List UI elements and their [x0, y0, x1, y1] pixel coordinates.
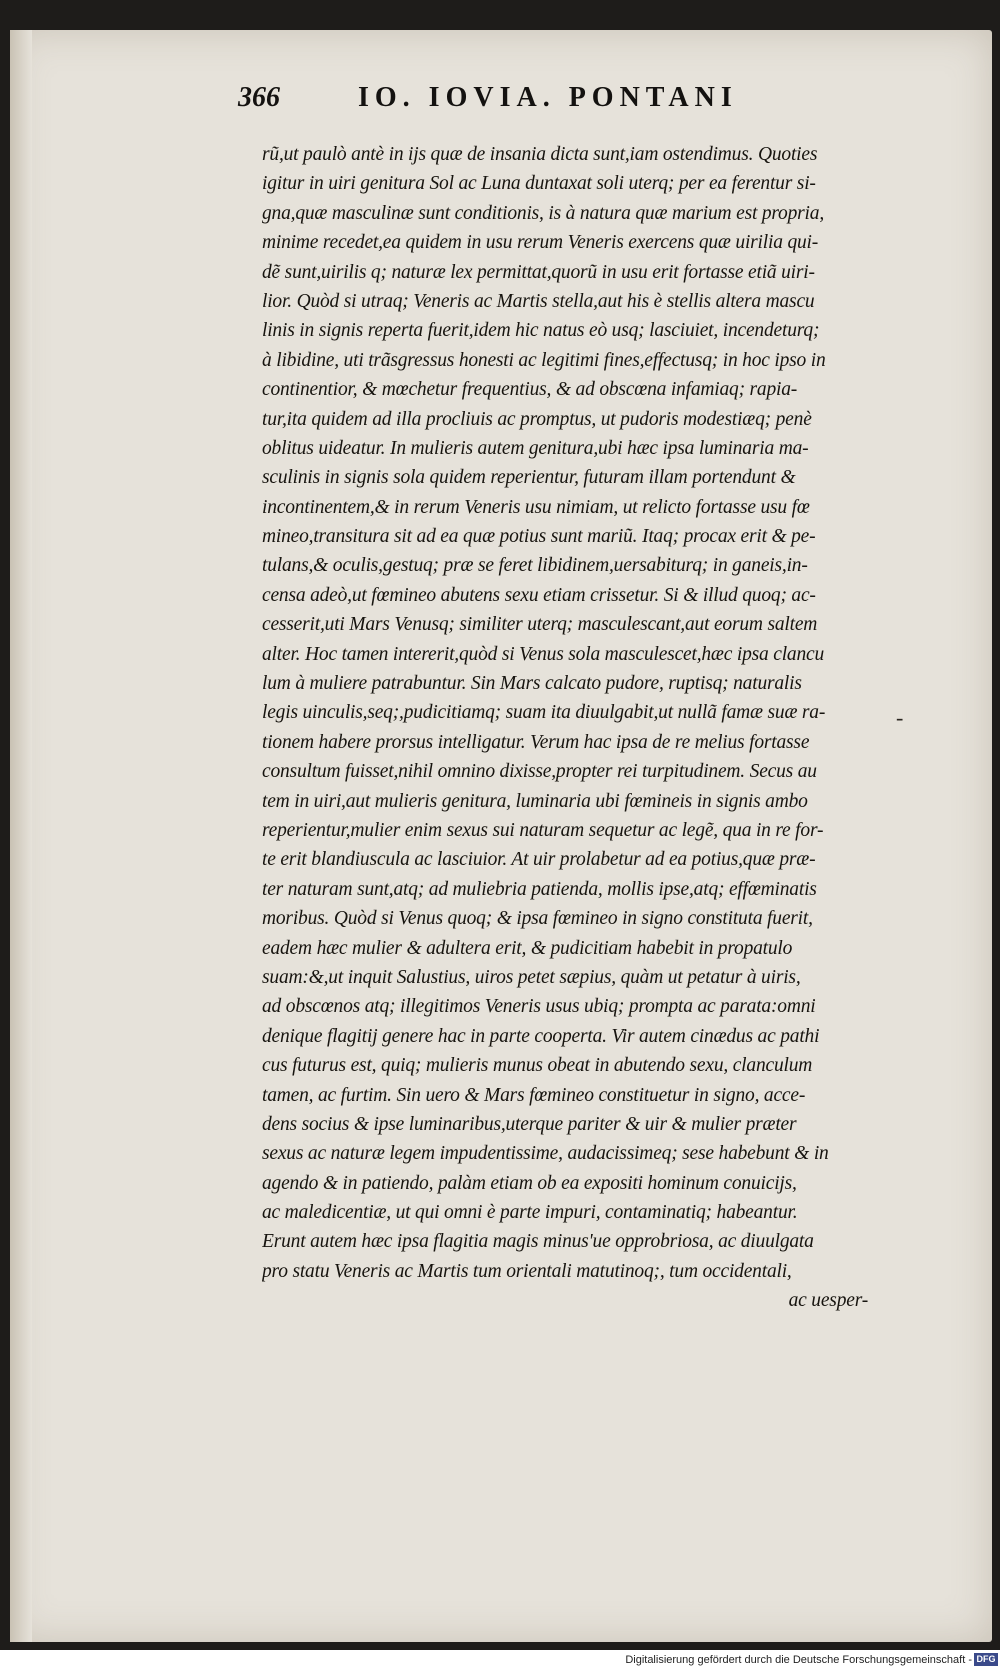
text-line: incontinentem,& in rerum Veneris usu nimiam, ut relicto fortasse usu fœ — [262, 496, 810, 518]
text-line: ad obscœnos atq; illegitimos Veneris usus ubiq; prompta ac parata:omni — [262, 996, 816, 1018]
text-line: sexus ac naturæ legem impudentissime, audacissimeq; sese habebunt & in — [262, 1143, 829, 1165]
text-line: dens socius & ipse luminaribus,uterque pariter & uir & mulier præter — [262, 1113, 797, 1135]
text-line: igitur in uiri genitura Sol ac Luna duntaxat soli uterq; per ea ferentur si- — [262, 173, 816, 195]
margin-mark: - — [896, 705, 904, 730]
text-line: consultum fuisset,nihil omnino dixisse,propter rei turpitudinem. Secus au — [262, 761, 817, 783]
catchword: ac uesper- — [788, 1290, 868, 1312]
text-line: pro statu Veneris ac Martis tum orientali matutinoq;, tum occidentali, — [262, 1260, 792, 1282]
text-line: continentior, & mœchetur frequentius, & ad obscœna infamiaq; rapia- — [262, 379, 798, 401]
text-line: lum à muliere patrabuntur. Sin Mars calcato pudore, ruptisq; naturalis — [262, 673, 802, 695]
text-line: denique flagitij genere hac in parte cooperta. Vir autem cinædus ac pathi — [262, 1025, 820, 1047]
page-gutter — [10, 30, 32, 1642]
text-line: rũ,ut paulò antè in ijs quæ de insania dicta sunt,iam ostendimus. Quoties — [262, 144, 818, 165]
text-line: tionem habere prorsus intelligatur. Verum hac ipsa de re melius fortasse — [262, 731, 810, 753]
text-line: lior. Quòd si utraq; Veneris ac Martis stella,aut his è stellis altera mascu — [262, 290, 815, 312]
text-line: mineo,transitura sit ad ea quæ potius sunt mariũ. Itaq; procax erit & pe- — [262, 526, 816, 548]
digitization-credit: Digitalisierung gefördert durch die Deutsche Forschungsgemeinschaft - — [625, 1654, 972, 1666]
text-line: tulans,& oculis,gestuq; præ se feret libidinem,uersabiturq; in ganeis,in- — [262, 555, 808, 577]
text-line: cesserit,uti Mars Venusq; similiter uterq; masculescant,aut eorum saltem — [262, 614, 818, 636]
footer-bar — [0, 1650, 1000, 1668]
text-line: tem in uiri,aut mulieris genitura, luminaria ubi fœmineis in signis ambo — [262, 790, 808, 812]
text-line: à libidine, uti trãsgressus honesti ac legitimi fines,effectusq; in hoc ipso in — [262, 349, 826, 371]
text-line: moribus. Quòd si Venus quoq; & ipsa fœmineo in signo constituta fuerit, — [262, 908, 813, 930]
running-title: IO. IOVIA. PONTANI — [358, 82, 738, 113]
body-text — [262, 140, 868, 1316]
text-line: gna,quæ masculinæ sunt conditionis, is à natura quæ marium est propria, — [262, 202, 824, 224]
text-line: oblitus uideatur. In mulieris autem genitura,ubi hæc ipsa luminaria ma- — [262, 437, 809, 459]
dfg-logo: DFG — [974, 1653, 998, 1666]
text-line: te erit blandiuscula ac lasciuior. At uir prolabetur ad ea potius,quæ præ- — [262, 849, 816, 871]
text-line: alter. Hoc tamen intererit,quòd si Venus sola masculescet,hæc ipsa clancu — [262, 643, 825, 665]
text-line: reperientur,mulier enim sexus sui naturam sequetur ac legẽ, qua in re for- — [262, 819, 824, 841]
text-line: minime recedet,ea quidem in usu rerum Veneris exercens quæ uirilia qui- — [262, 232, 819, 254]
text-line: legis uinculis,seq;,pudicitiamq; suam ita diuulgabit,ut nullã famæ suæ ra- — [262, 702, 826, 724]
text-line: linis in signis reperta fuerit,idem hic natus eò usq; lasciuiet, incendeturq; — [262, 320, 820, 342]
text-line: eadem hæc mulier & adultera erit, & pudicitiam habebit in propatulo — [262, 937, 793, 959]
text-line: sculinis in signis sola quidem reperientur, futuram illam portendunt & — [262, 467, 796, 489]
text-line: dẽ sunt,uirilis q; naturæ lex permittat,quorũ in usu erit fortasse etiã uiri- — [262, 261, 815, 283]
text-line: cus futurus est, quiq; mulieris munus obeat in abutendo sexu, clanculum — [262, 1055, 813, 1077]
text-line: ac maledicentiæ, ut qui omni è parte impuri, contaminatiq; habeantur. — [262, 1202, 798, 1224]
text-line: ter naturam sunt,atq; ad muliebria patienda, mollis ipse,atq; effœminatis — [262, 878, 817, 900]
text-line: Erunt autem hæc ipsa flagitia magis minus'ue opprobriosa, ac diuulgata — [262, 1231, 814, 1253]
text-line: tamen, ac furtim. Sin uero & Mars fœmineo constituetur in signo, acce- — [262, 1084, 806, 1106]
running-head — [238, 82, 858, 122]
text-line: tur,ita quidem ad illa procliuis ac promptus, ut pudoris modestiæq; penè — [262, 408, 812, 430]
text-line: agendo & in patiendo, palàm etiam ob ea expositi hominum conuicijs, — [262, 1172, 797, 1194]
text-line: suam:&,ut inquit Salustius, uiros petet sæpius, quàm ut petatur à uiris, — [262, 966, 801, 988]
text-line: censa adeò,ut fœmineo abutens sexu etiam crissetur. Si & illud quoq; ac- — [262, 584, 816, 606]
page-number: 366 — [238, 82, 280, 113]
